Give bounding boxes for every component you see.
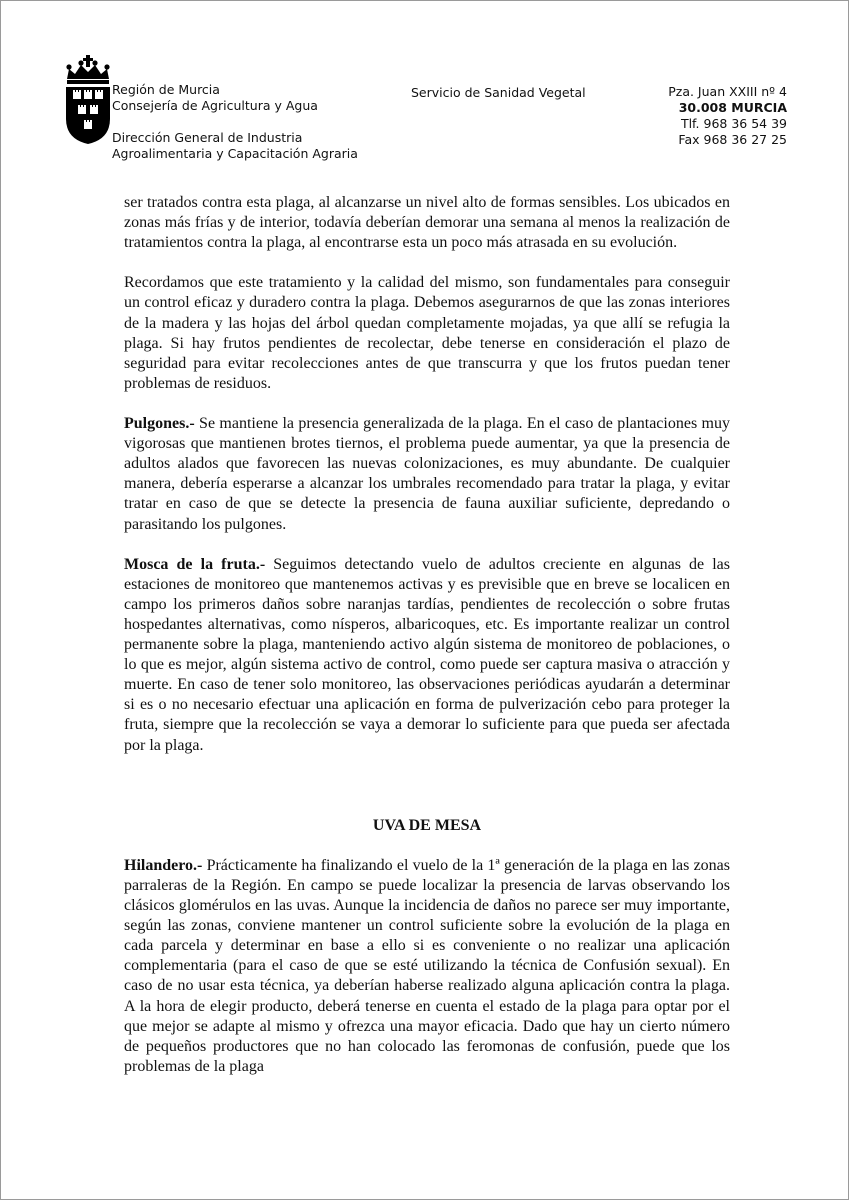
ministry-name: Consejería de Agricultura y Agua (112, 98, 318, 113)
region-name: Región de Murcia (112, 82, 220, 97)
organization-name (112, 82, 318, 114)
address-block (668, 84, 787, 148)
paragraph-hilandero (124, 856, 730, 1077)
paragraph-treatment: Recordamos que este tratamiento y la calidad del mismo, son fundamentales para conseguir un control eficaz y duradero contra la plaga. Debemos asegurarnos de que las zonas interiores de la madera y las hojas del árbol quedan completamente mojadas, ya que allí se refugia la plaga. Si hay frutos pendientes de recolectar, debe tenerse en consideración el plazo de seguridad para evitar recolecciones antes de que transcurra y que los frutos puedan tener problemas de residuos. (124, 274, 730, 392)
address-street: Pza. Juan XXIII nº 4 (668, 84, 787, 99)
region-murcia-coat-of-arms-icon (63, 53, 113, 145)
paragraph-intro: ser tratados contra esta plaga, al alcanzarse un nivel alto de formas sensibles. Los ubicados en zonas más frías y de interior, todavía deberían demorar una semana al menos la realización de tratamientos contra la plaga, al encontrarse esta un poco más atrasada en su evolución. (124, 194, 730, 252)
mosca-heading: Mosca de la fruta.- (124, 555, 266, 573)
pulgones-text: Se mantiene la presencia generalizada de la plaga. En el caso de plantaciones muy vigorosas que mantienen brotes tiernos, el problema puede aumentar, ya que la presencia de adultos alados que favorecen las nuevas colonizaciones, es muy abundante. De cualquier manera, debería esperarse a alcanzar los umbrales recomendado para tratar la plaga, y evitar tratar en caso de que se detecte la presencia de fauna auxiliar suficiente, depredando o parasitando los pulgones. (124, 415, 730, 533)
department-line-1: Dirección General de Industria (112, 130, 303, 145)
section-title-uva: UVA DE MESA (372, 816, 482, 834)
hilandero-heading: Hilandero.- (124, 856, 203, 874)
mosca-text: Seguimos detectando vuelo de adultos creciente en algunas de las estaciones de monitoreo que mantenemos activas y es previsible que en breve se localicen en campo los primeros daños sobre naranjas tardías, pendientes de recolección o sobre frutas hospedantes alternativas, como nísperos, albaricoques, etc. Es importante realizar un control permanente sobre la plaga, manteniendo activo algún sistema de monitoreo de poblaciones, o lo que es mejor, algún sistema activo de control, como puede ser captura masiva o atracción y muerte. En caso de tener solo monitoreo, las observaciones periódicas ayudarán a determinar si es o no necesario efectuar una aplicación en forma de pulverización cebo para proteger la fruta, siempre que la recolección se vaya a demorar lo suficiente para que pueda ser afectada por la plaga. (124, 555, 731, 754)
hilandero-text: Prácticamente ha finalizando el vuelo de la 1ª generación de la plaga en las zonas parraleras de la Región. En campo se puede localizar la presencia de larvas observando los clásicos glomérulos en las uvas. Aunque la incidencia de daños no parece ser muy importante, según las zonas, conviene mantener un control suficiente sobre la evolución de la plaga en cada parcela y determinar en base a ello si es conveniente o no realizar una aplicación complementaria (para el caso de que se esté utilizando la técnica de Confusión sexual). En caso de no usar esta técnica, ya deberían haberse realizado alguna aplicación contra la plaga. A la hora de elegir producto, deberá tenerse en cuenta el estado de la plaga para optar por el que mejor se adapte al mismo y ofrezca una mayor eficacia. Dado que hay un cierto número de pequeños productores que no han colocado las feromonas de confusión, puede que los problemas de la plaga (124, 856, 730, 1075)
department-line-2: Agroalimentaria y Capacitación Agraria (112, 146, 358, 161)
address-fax: Fax 968 36 27 25 (678, 132, 787, 147)
address-phone: Tlf. 968 36 54 39 (680, 116, 787, 131)
paragraph-pulgones (124, 414, 730, 535)
pulgones-heading: Pulgones.- (124, 415, 195, 433)
section-gap (124, 776, 730, 816)
paragraph-mosca (124, 555, 730, 756)
address-city: 30.008 MURCIA (678, 100, 787, 115)
service-name: Servicio de Sanidad Vegetal (411, 85, 586, 100)
document-body (124, 193, 730, 1097)
department-name (112, 130, 358, 162)
